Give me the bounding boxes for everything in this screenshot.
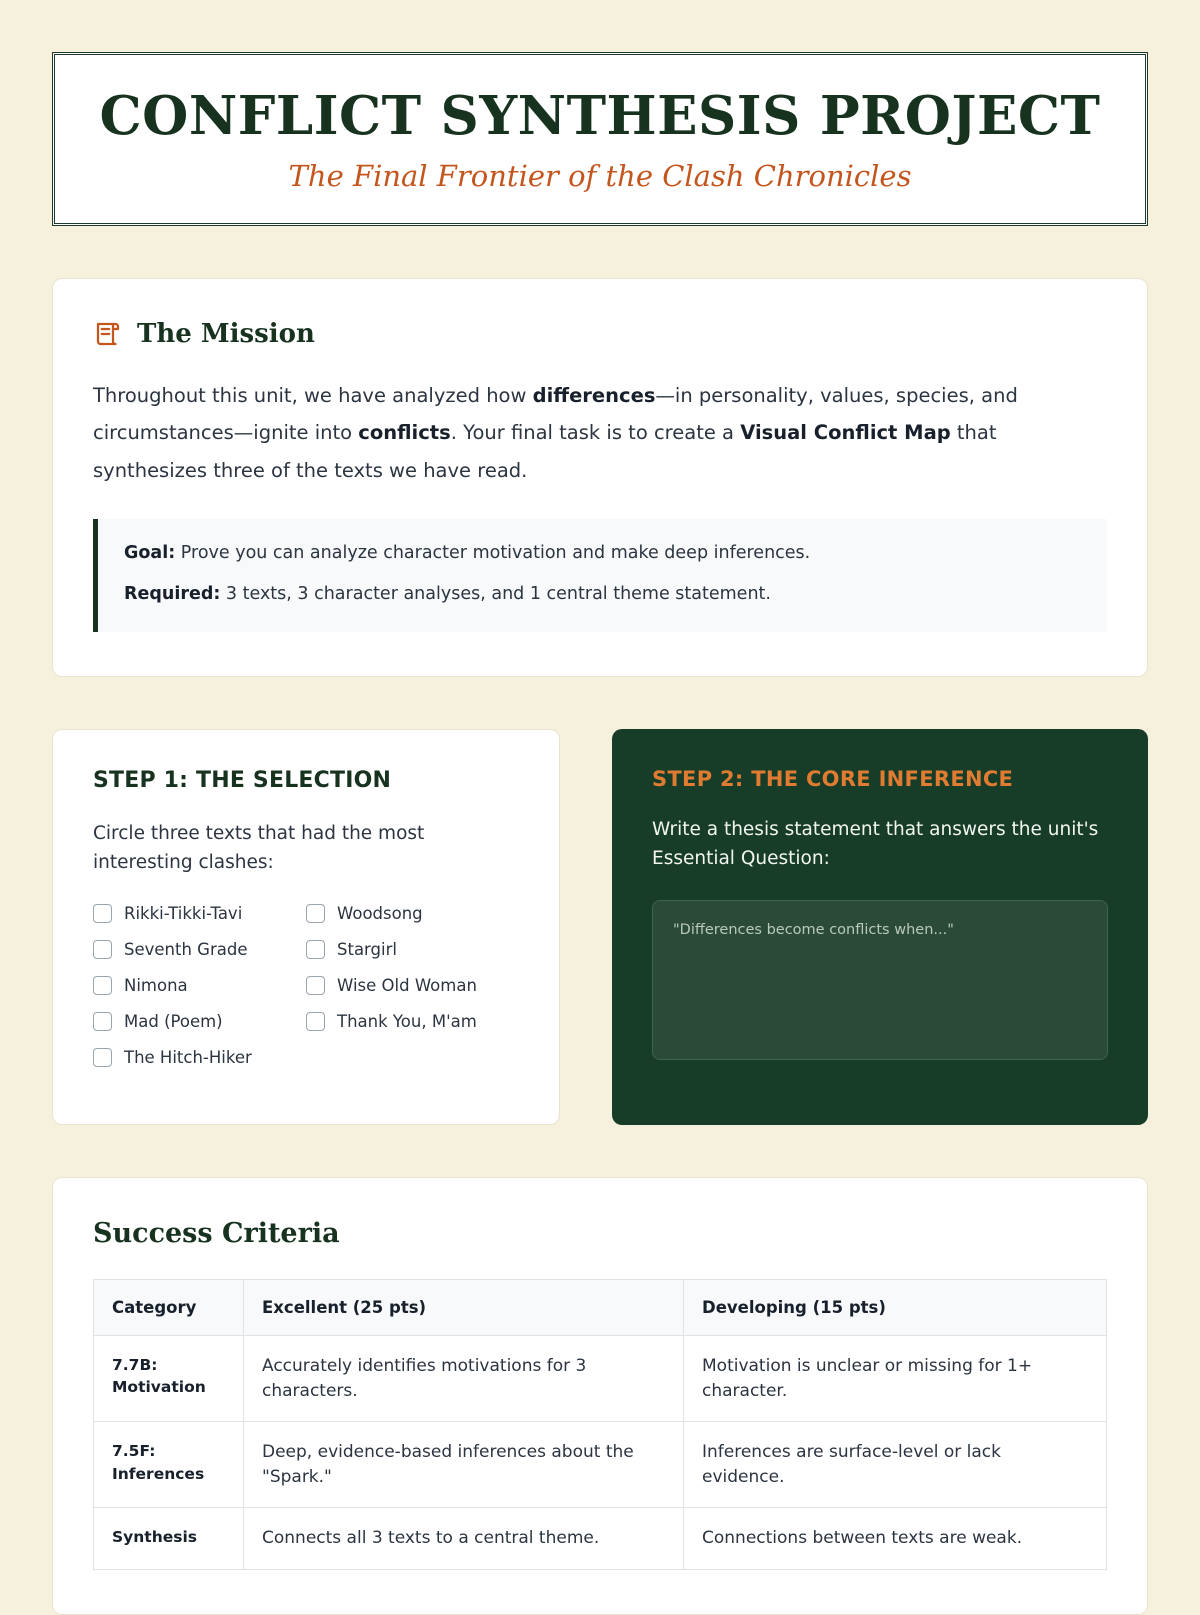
- mission-heading: The Mission: [137, 318, 315, 349]
- page-title: CONFLICT SYNTHESIS PROJECT: [99, 85, 1101, 147]
- table-row: [94, 1508, 1107, 1570]
- checkbox-label: Nimona: [124, 975, 188, 995]
- text-selection-checklist: [93, 904, 519, 1084]
- cell-excellent: Deep, evidence-based inferences about the "Spark.": [244, 1422, 684, 1508]
- callout-goal-text: Prove you can analyze character motivation and make deep inferences.: [175, 542, 811, 563]
- checkbox-label: Mad (Poem): [124, 1011, 223, 1031]
- column-header-developing: Developing (15 pts): [684, 1279, 1107, 1335]
- checkbox-stargirl[interactable]: [306, 940, 325, 959]
- cell-category: Synthesis: [94, 1508, 244, 1570]
- callout-required-text: 3 texts, 3 character analyses, and 1 central theme statement.: [220, 584, 771, 605]
- cell-excellent: Accurately identifies motivations for 3 characters.: [244, 1335, 684, 1421]
- callout-goal-line: [124, 541, 1081, 566]
- mission-card: [52, 278, 1148, 677]
- cell-developing: Connections between texts are weak.: [684, 1508, 1107, 1570]
- success-criteria-heading: Success Criteria: [93, 1217, 340, 1249]
- table-header-row: [94, 1279, 1107, 1335]
- mission-callout: [93, 519, 1107, 632]
- mission-text-3: . Your final task is to create a: [450, 421, 741, 445]
- checkbox-nimona[interactable]: [93, 976, 112, 995]
- cell-excellent: Connects all 3 texts to a central theme.: [244, 1508, 684, 1570]
- checkbox-seventh-grade[interactable]: [93, 940, 112, 959]
- checklist-column-right: [306, 904, 519, 1084]
- list-item[interactable]: [93, 904, 306, 923]
- mission-header: [93, 319, 1107, 349]
- mission-bold-conflicts: conflicts: [358, 421, 451, 445]
- column-header-excellent: Excellent (25 pts): [244, 1279, 684, 1335]
- mission-bold-differences: differences: [532, 383, 656, 407]
- step2-prompt: Write a thesis statement that answers the unit's Essential Question:: [652, 818, 1099, 870]
- callout-goal-label: Goal:: [124, 542, 176, 563]
- checkbox-label: Rikki-Tikki-Tavi: [124, 903, 243, 923]
- cell-category: 7.7B: Motivation: [94, 1335, 244, 1421]
- list-item[interactable]: [93, 1048, 306, 1067]
- checkbox-label: Woodsong: [337, 903, 423, 923]
- list-item[interactable]: [93, 976, 306, 995]
- checklist-column-left: [93, 904, 306, 1084]
- mission-text-4: that synthesizes three of the texts we have read.: [93, 421, 997, 482]
- mission-paragraph: [93, 377, 1107, 489]
- checkbox-label: The Hitch-Hiker: [124, 1047, 252, 1067]
- mission-text-2: —in personality, values, species, and circumstances—ignite into: [93, 383, 1018, 445]
- checkbox-mad-poem[interactable]: [93, 1012, 112, 1031]
- checkbox-label: Wise Old Woman: [337, 975, 477, 995]
- column-header-category: Category: [94, 1279, 244, 1335]
- checkbox-rikki-tikki-tavi[interactable]: [93, 904, 112, 923]
- page-banner: [52, 52, 1148, 226]
- mission-bold-visual-conflict-map: Visual Conflict Map: [740, 421, 951, 445]
- step1-heading: STEP 1: THE SELECTION: [93, 767, 392, 793]
- thesis-input[interactable]: [652, 900, 1108, 1060]
- table-row: [94, 1335, 1107, 1421]
- step2-card: [612, 729, 1148, 1125]
- scroll-icon: [93, 319, 123, 349]
- step1-card: [52, 729, 560, 1125]
- callout-required-line: [124, 582, 1081, 607]
- list-item[interactable]: [93, 940, 306, 959]
- criteria-table: [93, 1279, 1107, 1570]
- checkbox-wise-old-woman[interactable]: [306, 976, 325, 995]
- success-criteria-card: [52, 1177, 1148, 1615]
- checkbox-label: Stargirl: [337, 939, 397, 959]
- list-item[interactable]: [306, 940, 519, 959]
- table-row: [94, 1422, 1107, 1508]
- page-subtitle: The Final Frontier of the Clash Chronicles: [288, 158, 912, 193]
- mission-text-1: Throughout this unit, we have analyzed how: [93, 383, 533, 407]
- checkbox-label: Thank You, M'am: [337, 1011, 477, 1031]
- checkbox-woodsong[interactable]: [306, 904, 325, 923]
- list-item[interactable]: [306, 976, 519, 995]
- checkbox-thank-you-maam[interactable]: [306, 1012, 325, 1031]
- steps-row: [52, 729, 1148, 1125]
- callout-required-label: Required:: [124, 584, 221, 605]
- checkbox-the-hitch-hiker[interactable]: [93, 1048, 112, 1067]
- cell-developing: Motivation is unclear or missing for 1+ character.: [684, 1335, 1107, 1421]
- step1-prompt: Circle three texts that had the most interesting clashes:: [93, 822, 425, 874]
- list-item[interactable]: [306, 1012, 519, 1031]
- cell-developing: Inferences are surface-level or lack evidence.: [684, 1422, 1107, 1508]
- cell-category: 7.5F: Inferences: [94, 1422, 244, 1508]
- list-item[interactable]: [306, 904, 519, 923]
- checkbox-label: Seventh Grade: [124, 939, 248, 959]
- list-item[interactable]: [93, 1012, 306, 1031]
- step2-heading: STEP 2: THE CORE INFERENCE: [652, 766, 1014, 791]
- thesis-placeholder: "Differences become conflicts when...": [673, 921, 954, 938]
